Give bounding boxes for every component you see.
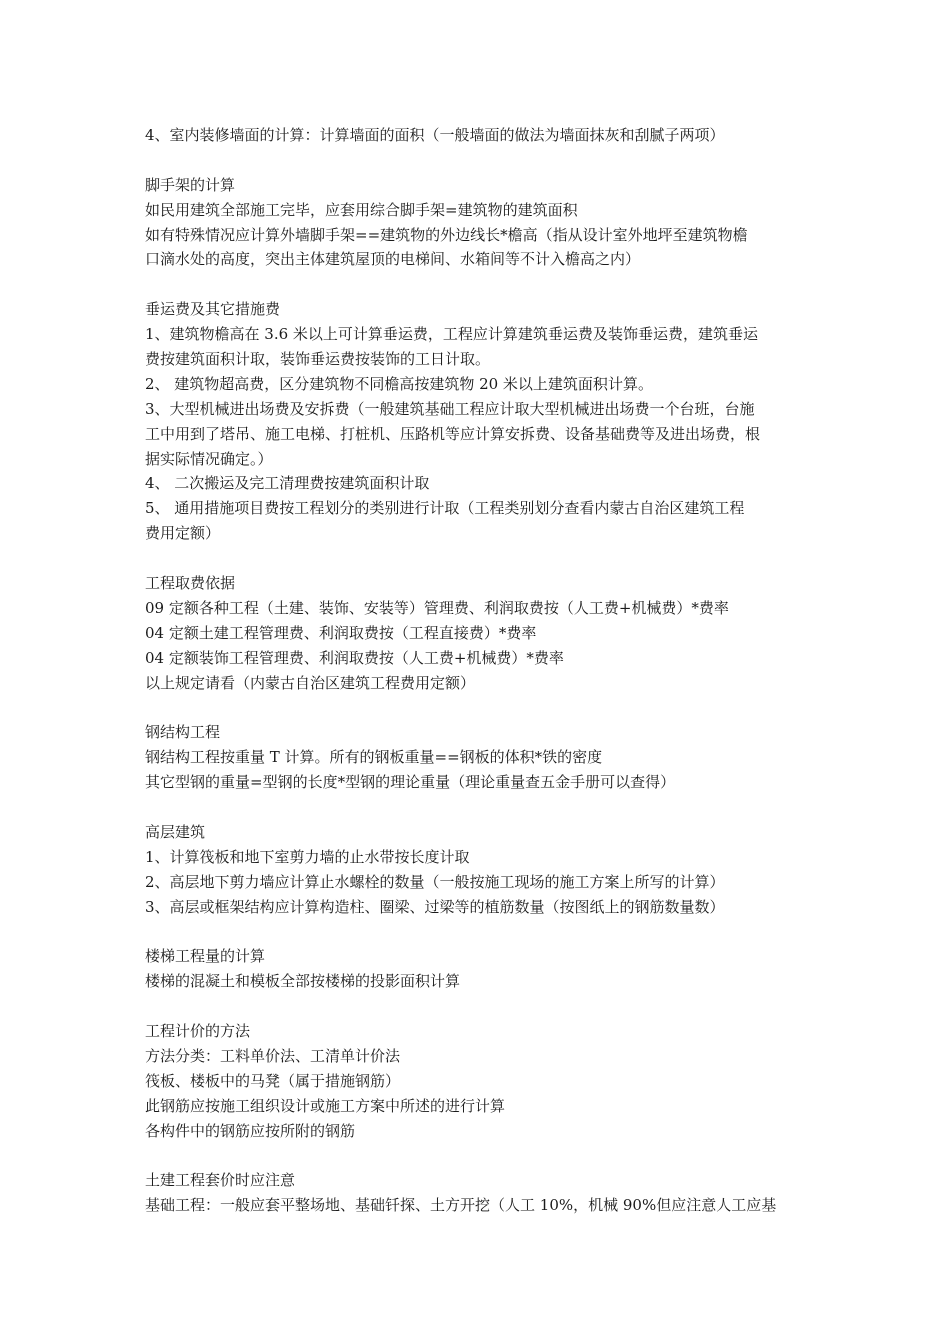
text-line: 脚手架的计算: [145, 175, 236, 194]
text-line: 4、 二次搬运及完工清理费按建筑面积计取: [145, 474, 430, 493]
text-line: 口滴水处的高度，突出主体建筑屋顶的电梯间、水箱间等不计入檐高之内）: [145, 250, 641, 269]
text-line: 3、高层或框架结构应计算构造柱、圈梁、过梁等的植筋数量（按图纸上的钢筋数量数）: [145, 897, 725, 916]
text-line: 费用定额）: [145, 524, 221, 543]
text-line: 楼梯的混凝土和模板全部按楼梯的投影面积计算: [145, 972, 461, 991]
text-line: 以上规定请看（内蒙古自治区建筑工程费用定额）: [145, 673, 476, 692]
text-line: 工程计价的方法: [145, 1022, 251, 1041]
text-line: 垂运费及其它措施费: [145, 300, 281, 319]
text-line: 钢结构工程按重量 T 计算。所有的钢板重量==钢板的体积*铁的密度: [145, 748, 603, 767]
text-line: 1、计算筏板和地下室剪力墙的止水带按长度计取: [145, 847, 470, 866]
text-line: 4、室内装修墙面的计算：计算墙面的面积（一般墙面的做法为墙面抹灰和刮腻子两项）: [145, 126, 725, 144]
text-line: 土建工程套价时应注意: [145, 1171, 296, 1190]
blank-line: [145, 546, 810, 571]
text-line: 钢结构工程: [145, 723, 221, 742]
text-line: 楼梯工程量的计算: [145, 947, 266, 966]
blank-line: [145, 795, 810, 820]
text-line: 高层建筑: [145, 822, 206, 841]
text-line: 如民用建筑全部施工完毕，应套用综合脚手架=建筑物的建筑面积: [145, 200, 578, 219]
text-line: 工中用到了塔吊、施工电梯、打桩机、压路机等应计算安拆费、设备基础费等及进出场费，根: [145, 424, 761, 443]
text-line: 费按建筑面积计取，装饰垂运费按装饰的工日计取。: [145, 350, 491, 369]
text-line: 各构件中的钢筋应按所附的钢筋: [145, 1121, 356, 1140]
blank-line: [145, 920, 810, 945]
text-line: 04 定额土建工程管理费、利润取费按（工程直接费）*费率: [145, 623, 537, 642]
text-line: 5、 通用措施项目费按工程划分的类别进行计取（工程类别划分查看内蒙古自治区建筑工程: [145, 499, 745, 518]
text-line: 其它型钢的重量=型钢的长度*型钢的理论重量（理论重量查五金手册可以查得）: [145, 773, 676, 792]
text-line: 2、 建筑物超高费，区分建筑物不同檐高按建筑物 20 米以上建筑面积计算。: [145, 374, 653, 393]
text-line: 如有特殊情况应计算外墙脚手架==建筑物的外边线长*檐高（指从设计室外地坪至建筑物檐: [145, 225, 748, 244]
text-line: 1、建筑物檐高在 3.6 米以上可计算垂运费，工程应计算建筑垂运费及装饰垂运费，建筑垂运: [145, 325, 758, 344]
blank-line: [145, 148, 810, 173]
text-line: 筏板、楼板中的马凳（属于措施钢筋）: [145, 1071, 401, 1090]
text-line: 3、大型机械进出场费及安拆费（一般建筑基础工程应计取大型机械进出场费一个台班，台施: [145, 399, 755, 418]
text-line: 2、高层地下剪力墙应计算止水螺栓的数量（一般按施工现场的施工方案上所写的计算）: [145, 872, 725, 891]
text-line: 基础工程：一般应套平整场地、基础钎探、土方开挖（人工 10%，机械 90%但应注意人工应基: [145, 1196, 777, 1215]
text-line: 据实际情况确定。）: [145, 449, 273, 468]
text-line: 方法分类：工料单价法、工清单计价法: [145, 1046, 401, 1065]
text-line: 04 定额装饰工程管理费、利润取费按（人工费+机械费）*费率: [145, 648, 564, 667]
blank-line: [145, 272, 810, 297]
text-line: 此钢筋应按施工组织设计或施工方案中所述的进行计算: [145, 1096, 506, 1115]
blank-line: [145, 695, 810, 720]
blank-line: [145, 1144, 810, 1169]
blank-line: [145, 994, 810, 1019]
document-body: [145, 123, 810, 1218]
text-line: 09 定额各种工程（土建、装饰、安装等）管理费、利润取费按（人工费+机械费）*费率: [145, 598, 729, 617]
text-line: 工程取费依据: [145, 574, 236, 593]
